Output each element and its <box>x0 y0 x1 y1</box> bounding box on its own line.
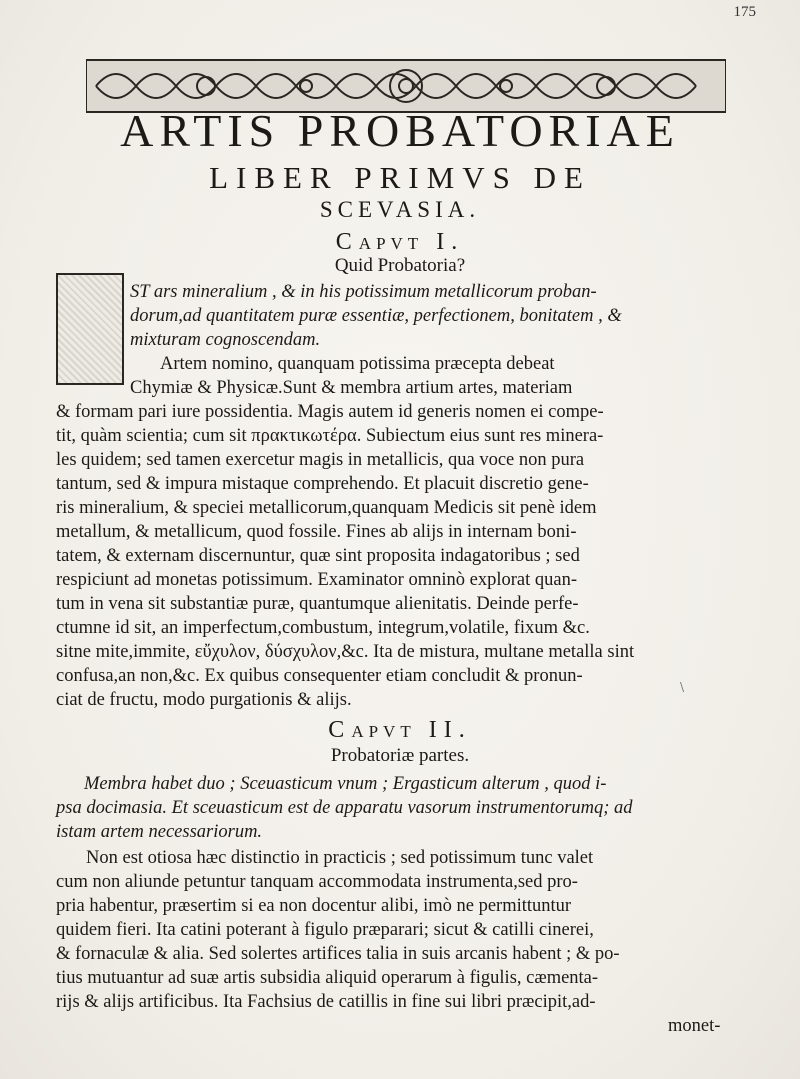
chapter-1-heading: CAPVT I. <box>335 229 465 255</box>
chapter-1-line: ctumne id sit, an imperfectum,combustum, integrum,volatile, fixum &c. <box>56 618 590 638</box>
book-title: ARTIS PROBATORIAE <box>120 105 680 156</box>
chapter-1-line: dorum,ad quantitatem puræ essentiæ, perfectionem, bonitatem , & <box>130 306 622 326</box>
chapter-1-subtitle: Quid Probatoria? <box>334 255 466 276</box>
chapter-2-line: psa docimasia. Et sceuasticum est de apparatu vasorum instrumentorumq; ad <box>56 798 633 818</box>
chapter-1-line: confusa,an non,&c. Ex quibus consequenter etiam concludit & pronun- <box>56 666 583 686</box>
chapter-1-line: & formam pari iure possidentia. Magis autem id generis nomen ei compe- <box>56 402 604 422</box>
chapter-1-line: tit, quàm scientia; cum sit πρακτικωτέρα. Subiectum eius sunt res minera- <box>56 426 604 446</box>
book-subtitle-2: SCEVASIA. <box>319 197 481 222</box>
chapter-2-line: tius mutuantur ad suæ artis subsidia aliquid operarum à figulis, cæmenta- <box>56 968 599 988</box>
chapter-1-line: ST ars mineralium , & in his potissimum metallicorum proban- <box>130 282 597 302</box>
chapter-2-line: rijs & alijs artificibus. Ita Fachsius de catillis in fine sui libri præcipit,ad- <box>56 992 596 1012</box>
chapter-2-line: quidem fieri. Ita catini poterant à figulo præparari; sicut & catilli cinerei, <box>56 920 594 940</box>
catchword: monet- <box>668 1016 721 1036</box>
margin-mark: \ <box>680 680 685 694</box>
page-number: 175 <box>733 4 756 20</box>
chapter-2-line: istam artem necessariorum. <box>56 822 263 842</box>
chapter-1-line: mixturam cognoscendam. <box>130 330 321 350</box>
chapter-1-line: sitne mite,immite, εὔχυλον, δύσχυλον,&c. Ita de mistura, multane metalla sint <box>56 642 635 662</box>
chapter-1-line: les quidem; sed tamen exercetur magis in metallicis, qua voce non pura <box>56 450 585 470</box>
decorated-initial-icon <box>56 273 124 385</box>
chapter-2-line: cum non aliunde petuntur tanquam accommodata instrumenta,sed pro- <box>56 872 578 892</box>
chapter-2-line: Non est otiosa hæc distinctio in practicis ; sed potissimum tunc valet <box>86 848 594 868</box>
chapter-2-line: pria habentur, præsertim si ea non docentur alibi, imò ne permittuntur <box>56 896 572 916</box>
chapter-1-line: tum in vena sit substantiæ puræ, quantumque alienitatis. Deinde perfe- <box>56 594 579 614</box>
chapter-2-heading: CAPVT II. <box>328 717 472 743</box>
chapter-1-line: tatem, & externam discernuntur, quæ sint proposita indagatoribus ; sed <box>56 546 580 566</box>
chapter-1-line: ris mineralium, & speciei metallicorum,quanquam Medicis sit penè idem <box>56 498 597 518</box>
chapter-1-line: Artem nomino, quanquam potissima præcepta debeat <box>160 354 555 374</box>
book-subtitle: LIBER PRIMVS DE <box>209 160 591 195</box>
chapter-2-line: & fornaculæ & alia. Sed solertes artifices talia in suis arcanis habent ; & po- <box>56 944 620 964</box>
chapter-1-line: Chymiæ & Physicæ.Sunt & membra artium artes, materiam <box>130 378 573 398</box>
chapter-1-line: ciat de fructu, modo purgationis & alijs. <box>56 690 352 710</box>
chapter-2-subtitle: Probatoriæ partes. <box>330 745 470 766</box>
chapter-1-line: metallum, & metallicum, quod fossile. Fines ab alijs in internam boni- <box>56 522 577 542</box>
chapter-1-line: tantum, sed & impura mistaque comprehendo. Et placuit discretio gene- <box>56 474 589 494</box>
chapter-2-line: Membra habet duo ; Sceuasticum vnum ; Ergasticum alterum , quod i- <box>84 774 607 794</box>
chapter-1-line: respiciunt ad monetas potissimum. Examinator omninò explorat quan- <box>56 570 577 590</box>
